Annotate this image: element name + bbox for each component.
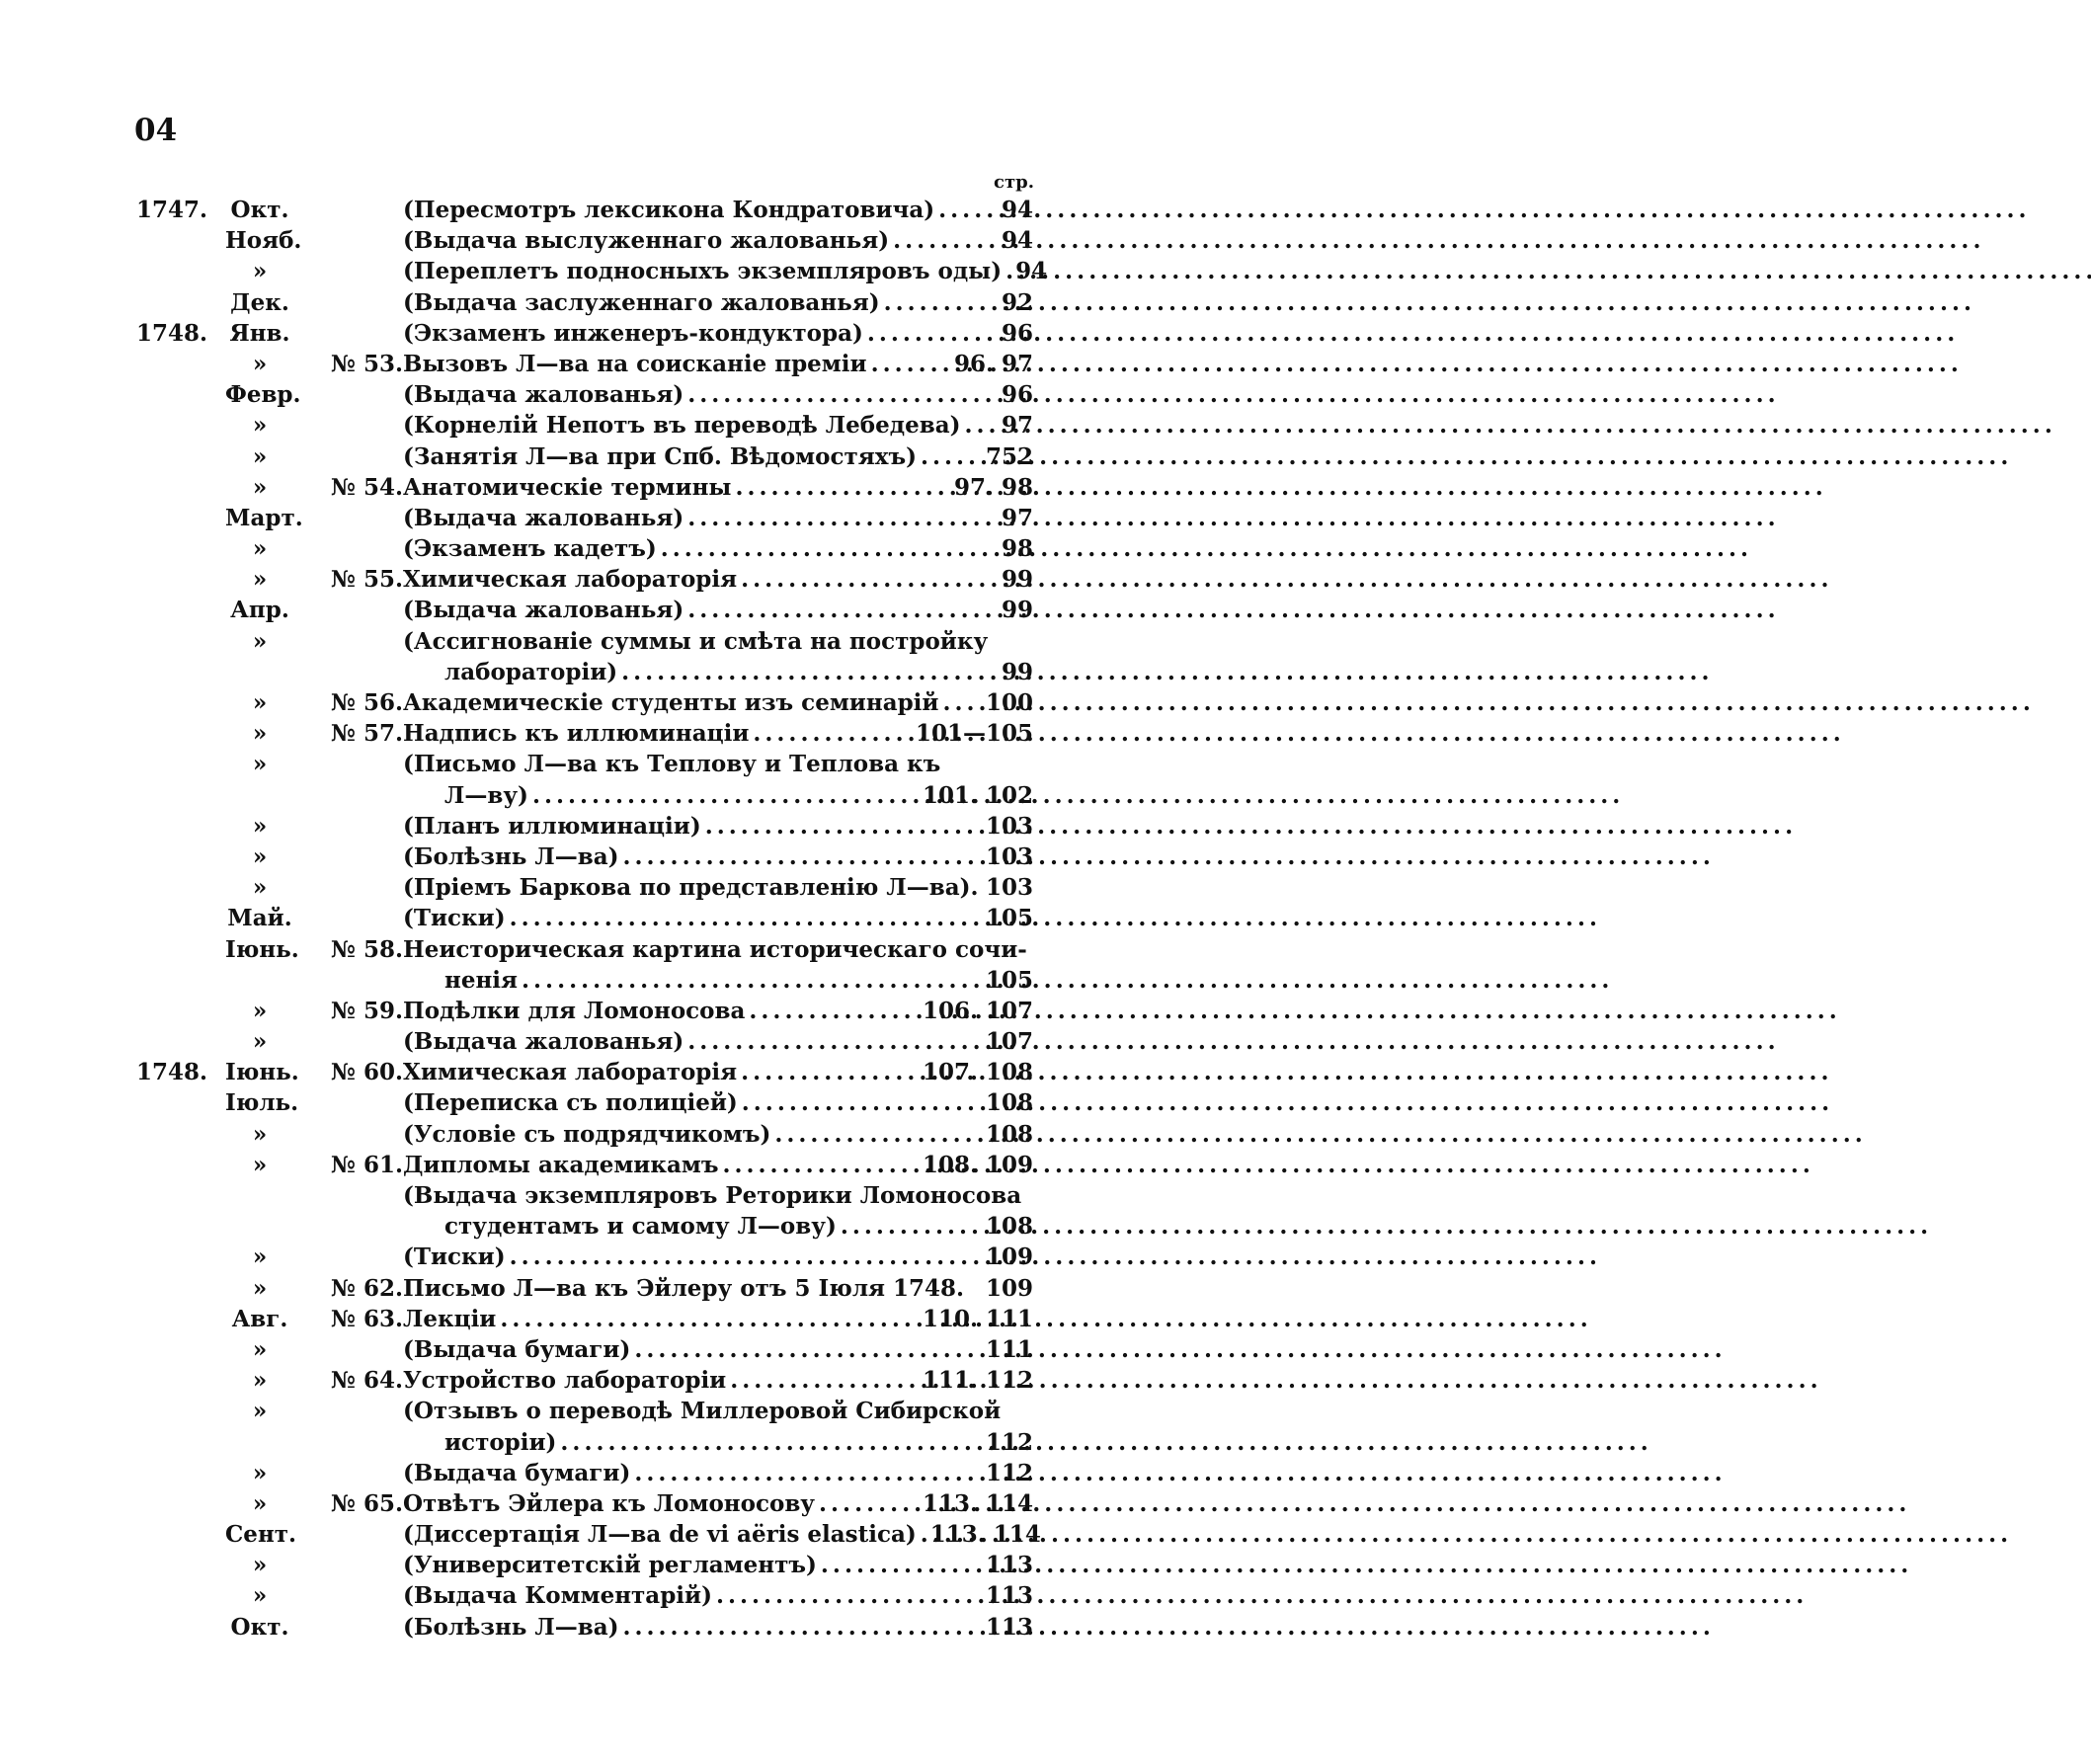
- toc-row: [136, 934, 1033, 965]
- toc-page-ref: 106. 107: [922, 997, 1033, 1024]
- toc-row: [136, 811, 1033, 842]
- toc-page-ref: 113. 114: [929, 1521, 1041, 1549]
- toc-document-number: № 57.: [330, 720, 403, 748]
- toc-page-ref: 113. 114: [922, 1489, 1033, 1517]
- toc-entry: [444, 1427, 1033, 1458]
- toc-row: [136, 503, 1033, 533]
- toc-month: Янв.: [229, 319, 290, 347]
- dot-leader: [735, 472, 944, 503]
- toc-month: Май.: [227, 905, 292, 932]
- toc-entry: [403, 595, 1033, 625]
- dot-leader: [532, 780, 913, 811]
- toc-entry: [444, 657, 1033, 687]
- toc-entry-title: (Болѣзнь Л—ва): [403, 1613, 619, 1641]
- dot-leader: [510, 1242, 976, 1272]
- dot-leader: [730, 1365, 913, 1396]
- toc-entry-title: (Выдача жалованья): [403, 597, 684, 624]
- dot-leader: [621, 657, 992, 687]
- dot-leader: [884, 287, 992, 318]
- dot-leader: [687, 503, 992, 533]
- toc-row: [136, 1087, 1033, 1118]
- toc-entry-title: Академическіе студенты изъ семинарій: [403, 689, 939, 716]
- dot-leader: [819, 1488, 913, 1519]
- toc-entry: [403, 1488, 1033, 1519]
- toc-page-ref: 103: [985, 874, 1033, 902]
- toc-row: [136, 225, 1033, 256]
- toc-entry: [403, 1519, 1041, 1550]
- toc-year: 1747.: [136, 197, 208, 223]
- toc-row: [136, 626, 1033, 657]
- toc-row: [136, 872, 1033, 903]
- toc-page-ref: 107. 108: [922, 1059, 1033, 1086]
- toc-document-number: № 53.: [330, 350, 403, 377]
- dot-leader: [623, 1612, 976, 1643]
- toc-month: »: [252, 1120, 268, 1148]
- toc-entry: [403, 533, 1033, 564]
- toc-entry-title: (Пересмотръ лексикона Кондратовича): [403, 197, 935, 223]
- toc-page-ref: 94: [1015, 258, 1048, 285]
- toc-document-number: № 65.: [330, 1489, 403, 1517]
- toc-entry: [403, 903, 1033, 933]
- toc-entry: [403, 1612, 1033, 1643]
- toc-entry-title: Анатомическіе термины: [403, 473, 732, 501]
- toc-row: [136, 1304, 1033, 1334]
- toc-row: [136, 780, 1033, 811]
- toc-entry-title: (Выдача бумаги): [403, 1459, 631, 1486]
- toc-entry-title: (Выдача экземпляровъ Реторики Ломоносова: [403, 1182, 1022, 1209]
- toc-entry-title: (Выдача заслуженнаго жалованья): [403, 288, 880, 316]
- toc-row: [136, 441, 1033, 472]
- toc-entry-title: (Университетскій регламентъ): [403, 1552, 817, 1579]
- toc-page-ref: 752: [985, 442, 1033, 470]
- toc-entry: [444, 965, 1033, 996]
- toc-page-ref: 103: [985, 842, 1033, 870]
- pages-column-header: стр.: [994, 172, 1034, 193]
- toc-entry: [403, 1396, 1033, 1426]
- toc-entry-title: Лекціи: [403, 1305, 497, 1332]
- toc-row: [136, 1365, 1033, 1396]
- toc-page-ref: 110. 111: [922, 1305, 1033, 1332]
- toc-row: [136, 410, 1033, 441]
- toc-month: »: [252, 566, 268, 594]
- dot-leader: [716, 1580, 976, 1611]
- toc-document-number: № 60.: [330, 1059, 403, 1086]
- dot-leader: [867, 318, 992, 349]
- toc-document-number: № 59.: [330, 997, 403, 1024]
- dot-leader: [560, 1427, 976, 1458]
- toc-page-ref: 100: [985, 689, 1033, 716]
- toc-page-ref: 96. 97: [953, 350, 1033, 377]
- toc-row: [136, 1026, 1033, 1057]
- toc-document-number: № 61.: [330, 1151, 403, 1178]
- toc-document-number: № 56.: [330, 689, 403, 716]
- toc-entry: [403, 626, 1033, 657]
- toc-page-ref: 113: [985, 1613, 1033, 1641]
- toc-page-ref: 112: [985, 1428, 1033, 1456]
- toc-month: »: [252, 1151, 268, 1178]
- toc-document-number: № 55.: [330, 566, 403, 594]
- toc-entry: [403, 749, 1033, 779]
- toc-entry-title: исторіи): [444, 1428, 557, 1456]
- dot-leader: [634, 1458, 976, 1488]
- toc-page-ref: 99: [1001, 658, 1033, 685]
- toc-row: [136, 842, 1033, 872]
- dot-leader: [938, 195, 992, 225]
- dot-leader: [753, 718, 906, 749]
- toc-row: [136, 195, 1033, 225]
- toc-month: »: [252, 1398, 268, 1425]
- toc-page-ref: 97. 98: [953, 473, 1033, 501]
- toc-entry-title: лабораторіи): [444, 658, 618, 685]
- toc-entry: [403, 1150, 1033, 1180]
- dot-leader: [893, 225, 992, 256]
- toc-row: [136, 595, 1033, 625]
- toc-month: »: [252, 627, 268, 655]
- toc-page-ref: 92: [1001, 288, 1033, 316]
- toc-entry: [403, 1057, 1033, 1087]
- toc-month: »: [252, 1582, 268, 1610]
- toc-month: »: [252, 350, 268, 377]
- dot-leader: [741, 564, 992, 595]
- toc-row: [136, 349, 1033, 379]
- dot-leader: [821, 1550, 976, 1580]
- toc-entry-title: Подѣлки для Ломоносова: [403, 997, 746, 1024]
- toc-month: Март.: [225, 504, 303, 531]
- dot-leader: [841, 1211, 976, 1242]
- toc-page-ref: 99: [1001, 566, 1033, 594]
- toc-entry: [403, 687, 1033, 718]
- toc-page-ref: 105: [985, 966, 1033, 994]
- toc-page-ref: 109: [985, 1274, 1033, 1302]
- toc-month: Іюнь.: [225, 935, 299, 963]
- toc-entry: [403, 195, 1033, 225]
- toc-entry-title: (Письмо Л—ва къ Теплову и Теплова къ: [403, 751, 941, 778]
- toc-page-ref: 113: [985, 1582, 1033, 1610]
- toc-month: Окт.: [230, 197, 289, 223]
- toc-entry: [403, 1334, 1033, 1365]
- toc-entry-title: (Корнелій Непотъ въ переводѣ Лебедева): [403, 412, 961, 440]
- toc-row: [136, 1334, 1033, 1365]
- toc-entry-title: Надпись къ иллюминаціи: [403, 720, 750, 748]
- toc-row: [136, 1211, 1033, 1242]
- toc-month: »: [252, 1274, 268, 1302]
- dot-leader: [942, 687, 976, 718]
- toc-entry: [403, 842, 1033, 872]
- toc-page-ref: 97: [1001, 504, 1033, 531]
- toc-page-ref: 111: [985, 1335, 1033, 1363]
- toc-entry: [403, 410, 1033, 441]
- toc-row: [136, 1396, 1033, 1426]
- toc-month: »: [252, 997, 268, 1024]
- toc-month: »: [252, 258, 268, 285]
- toc-entry: [403, 1273, 1033, 1304]
- toc-row: [136, 1273, 1033, 1304]
- toc-document-number: № 58.: [330, 935, 403, 963]
- toc-row: [136, 749, 1033, 779]
- toc-page-ref: 94: [1001, 227, 1033, 255]
- dot-leader: [723, 1150, 913, 1180]
- toc-entry: [403, 349, 1033, 379]
- toc-row: [136, 472, 1033, 503]
- toc-entry: [403, 441, 1033, 472]
- dot-leader: [687, 1026, 976, 1057]
- toc-entry-title: Дипломы академикамъ: [403, 1151, 719, 1178]
- toc-row: [136, 318, 1033, 349]
- dot-leader: [749, 996, 913, 1026]
- toc-month: »: [252, 1367, 268, 1395]
- toc-row: [136, 533, 1033, 564]
- toc-month: »: [252, 1459, 268, 1486]
- toc-entry: [403, 379, 1033, 410]
- dot-leader: [705, 811, 976, 842]
- toc-page-ref: 108: [985, 1089, 1033, 1117]
- toc-month: »: [252, 535, 268, 563]
- toc-month: »: [252, 442, 268, 470]
- toc-entry-title: (Болѣзнь Л—ва): [403, 842, 619, 870]
- toc-page-ref: 96: [1001, 319, 1033, 347]
- toc-entry: [403, 225, 1033, 256]
- toc-entry-title: (Выдача жалованья): [403, 381, 684, 409]
- dot-leader: [500, 1304, 913, 1334]
- toc-entry-title: (Экзаменъ кадетъ): [403, 535, 657, 563]
- page-number: 04: [134, 113, 178, 148]
- toc-entry: [403, 564, 1033, 595]
- toc-entry: [403, 1458, 1033, 1488]
- toc-page-ref: 113: [985, 1552, 1033, 1579]
- toc-entry-title: (Переплетъ подносныхъ экземпляровъ оды): [403, 258, 1003, 285]
- toc-entry-title: (Переписка съ полиціей): [403, 1089, 738, 1117]
- toc-month: Окт.: [230, 1613, 289, 1641]
- toc-row: [136, 1057, 1033, 1087]
- toc-entry-title: Л—ву): [444, 781, 528, 809]
- toc-entry: [403, 1242, 1033, 1272]
- toc-entry: [403, 318, 1033, 349]
- toc-page-ref: 99: [1001, 597, 1033, 624]
- dot-leader: [634, 1334, 976, 1365]
- toc-page-ref: 98: [1001, 535, 1033, 563]
- dot-leader: [921, 441, 976, 472]
- toc-row: [136, 1519, 1041, 1550]
- dot-leader: [623, 842, 976, 872]
- toc-row: [136, 687, 1033, 718]
- toc-row: [136, 657, 1033, 687]
- toc-entry-title: Химическая лабораторія: [403, 1059, 738, 1086]
- toc-row: [136, 1180, 1033, 1211]
- toc-entry: [403, 811, 1033, 842]
- toc-row: [136, 965, 1033, 996]
- toc-row: [136, 1550, 1033, 1580]
- toc-entry-title: (Выдача выслуженнаго жалованья): [403, 227, 890, 255]
- toc-entry: [403, 1119, 1033, 1150]
- toc-page-ref: 101. 102: [922, 781, 1033, 809]
- toc-month: »: [252, 842, 268, 870]
- toc-entry-title: (Условіе съ подрядчикомъ): [403, 1120, 771, 1148]
- toc-month: Авг.: [231, 1305, 288, 1332]
- toc-entry: [403, 1550, 1033, 1580]
- toc-month: Іюнь.: [225, 1059, 299, 1086]
- toc-entry: [403, 872, 1033, 903]
- toc-page-ref: 101—105: [915, 720, 1033, 748]
- toc-document-number: № 64.: [330, 1367, 403, 1395]
- toc-row: [136, 287, 1033, 318]
- toc-month: »: [252, 751, 268, 778]
- toc-month: »: [252, 473, 268, 501]
- toc-entry-title: (Выдача жалованья): [403, 504, 684, 531]
- toc-entry-title: (Ассигнованіе суммы и смѣта на постройку: [403, 627, 989, 655]
- toc-row: [136, 718, 1033, 749]
- toc-entry: [403, 934, 1033, 965]
- toc-page-ref: 94: [1001, 197, 1033, 223]
- toc-page-ref: 107: [985, 1028, 1033, 1056]
- toc-entry-title: (Выдача жалованья): [403, 1028, 684, 1056]
- toc-month: Сент.: [225, 1521, 297, 1549]
- toc-month: »: [252, 1335, 268, 1363]
- toc-entry: [403, 1580, 1033, 1611]
- toc-row: [136, 1150, 1033, 1180]
- toc-entry-title: (Отзывъ о переводѣ Миллеровой Сибирской: [403, 1398, 1002, 1425]
- toc-entry-title: (Пріемъ Баркова по представленію Л—ва).: [403, 874, 979, 902]
- toc-document-number: № 62.: [330, 1274, 403, 1302]
- toc-entry-title: ненія: [444, 966, 519, 994]
- toc-row: [136, 256, 1048, 286]
- dot-leader: [522, 965, 976, 996]
- dot-leader: [661, 533, 992, 564]
- toc-entry-title: (Экзаменъ инженеръ-кондуктора): [403, 319, 863, 347]
- toc-page-ref: 112: [985, 1459, 1033, 1486]
- toc-entry: [403, 287, 1033, 318]
- dot-leader: [871, 349, 944, 379]
- toc-month: »: [252, 1552, 268, 1579]
- toc-row: [136, 1427, 1033, 1458]
- toc-page-ref: 108: [985, 1213, 1033, 1241]
- toc-row: [136, 996, 1033, 1026]
- toc-page-ref: 108. 109: [922, 1151, 1033, 1178]
- toc-entry: [403, 996, 1033, 1026]
- dot-leader: [742, 1087, 976, 1118]
- toc-year: 1748.: [136, 319, 208, 347]
- toc-row: [136, 1458, 1033, 1488]
- toc-page-ref: 96: [1001, 381, 1033, 409]
- toc-month: »: [252, 812, 268, 840]
- toc-entry: [403, 503, 1033, 533]
- toc-entry-title: Неисторическая картина историческаго сочи-: [403, 935, 1027, 963]
- toc-entry-title: (Планъ иллюминаціи): [403, 812, 701, 840]
- toc-entry-title: (Тиски): [403, 1243, 506, 1271]
- dot-leader: [687, 379, 992, 410]
- toc-entry: [403, 472, 1033, 503]
- toc-page-ref: 108: [985, 1120, 1033, 1148]
- toc-entry: [403, 1180, 1033, 1211]
- toc-month: »: [252, 1489, 268, 1517]
- toc-entry: [403, 1365, 1033, 1396]
- toc-month: Дек.: [230, 288, 289, 316]
- toc-month: »: [252, 874, 268, 902]
- toc-month: »: [252, 689, 268, 716]
- toc-row: [136, 564, 1033, 595]
- toc-row: [136, 903, 1033, 933]
- toc-page-ref: 109: [985, 1243, 1033, 1271]
- toc-entry-title: (Тиски): [403, 905, 506, 932]
- dot-leader: [687, 595, 992, 625]
- toc-row: [136, 1580, 1033, 1611]
- toc-page-ref: 105: [985, 905, 1033, 932]
- toc-row: [136, 1488, 1033, 1519]
- toc-row: [136, 1242, 1033, 1272]
- toc-entry-title: Письмо Л—ва къ Эйлеру отъ 5 Іюля 1748.: [403, 1274, 965, 1302]
- toc-row: [136, 1612, 1033, 1643]
- toc-document-number: № 63.: [330, 1305, 403, 1332]
- toc-entry-title: Отвѣтъ Эйлера къ Ломоносову: [403, 1489, 816, 1517]
- toc-month: »: [252, 720, 268, 748]
- toc-entry-title: (Выдача бумаги): [403, 1335, 631, 1363]
- toc-entry: [403, 1304, 1033, 1334]
- dot-leader: [964, 410, 992, 441]
- toc-row: [136, 379, 1033, 410]
- toc-row: [136, 1119, 1033, 1150]
- toc-entry: [403, 718, 1033, 749]
- toc-month: Апр.: [230, 597, 289, 624]
- dot-leader: [741, 1057, 913, 1087]
- toc-month: Февр.: [225, 381, 301, 409]
- toc-month: »: [252, 1243, 268, 1271]
- toc-year: 1748.: [136, 1059, 208, 1086]
- toc-month: Нояб.: [225, 227, 302, 255]
- toc-document-number: № 54.: [330, 473, 403, 501]
- table-of-contents: [136, 195, 1048, 1643]
- toc-entry: [403, 256, 1048, 286]
- toc-page-ref: 111. 112: [922, 1367, 1033, 1395]
- toc-entry: [403, 1087, 1033, 1118]
- toc-page-ref: 97: [1001, 412, 1033, 440]
- toc-month: »: [252, 1028, 268, 1056]
- toc-page-ref: 103: [985, 812, 1033, 840]
- toc-month: »: [252, 412, 268, 440]
- dot-leader: [774, 1119, 976, 1150]
- toc-entry: [403, 1026, 1033, 1057]
- toc-entry-title: Вызовъ Л—ва на соисканіе преміи: [403, 350, 867, 377]
- toc-entry-title: Устройство лабораторіи: [403, 1367, 727, 1395]
- toc-entry-title: Химическая лабораторія: [403, 566, 738, 594]
- toc-entry: [444, 1211, 1033, 1242]
- toc-entry-title: (Занятія Л—ва при Спб. Вѣдомостяхъ): [403, 442, 917, 470]
- toc-entry: [444, 780, 1033, 811]
- toc-entry-title: (Выдача Комментарій): [403, 1582, 712, 1610]
- toc-entry-title: (Диссертація Л—ва de vi aëris elastica): [403, 1521, 917, 1549]
- dot-leader: [510, 903, 976, 933]
- toc-entry-title: студентамъ и самому Л—ову): [444, 1213, 837, 1241]
- toc-month: Іюль.: [225, 1089, 299, 1117]
